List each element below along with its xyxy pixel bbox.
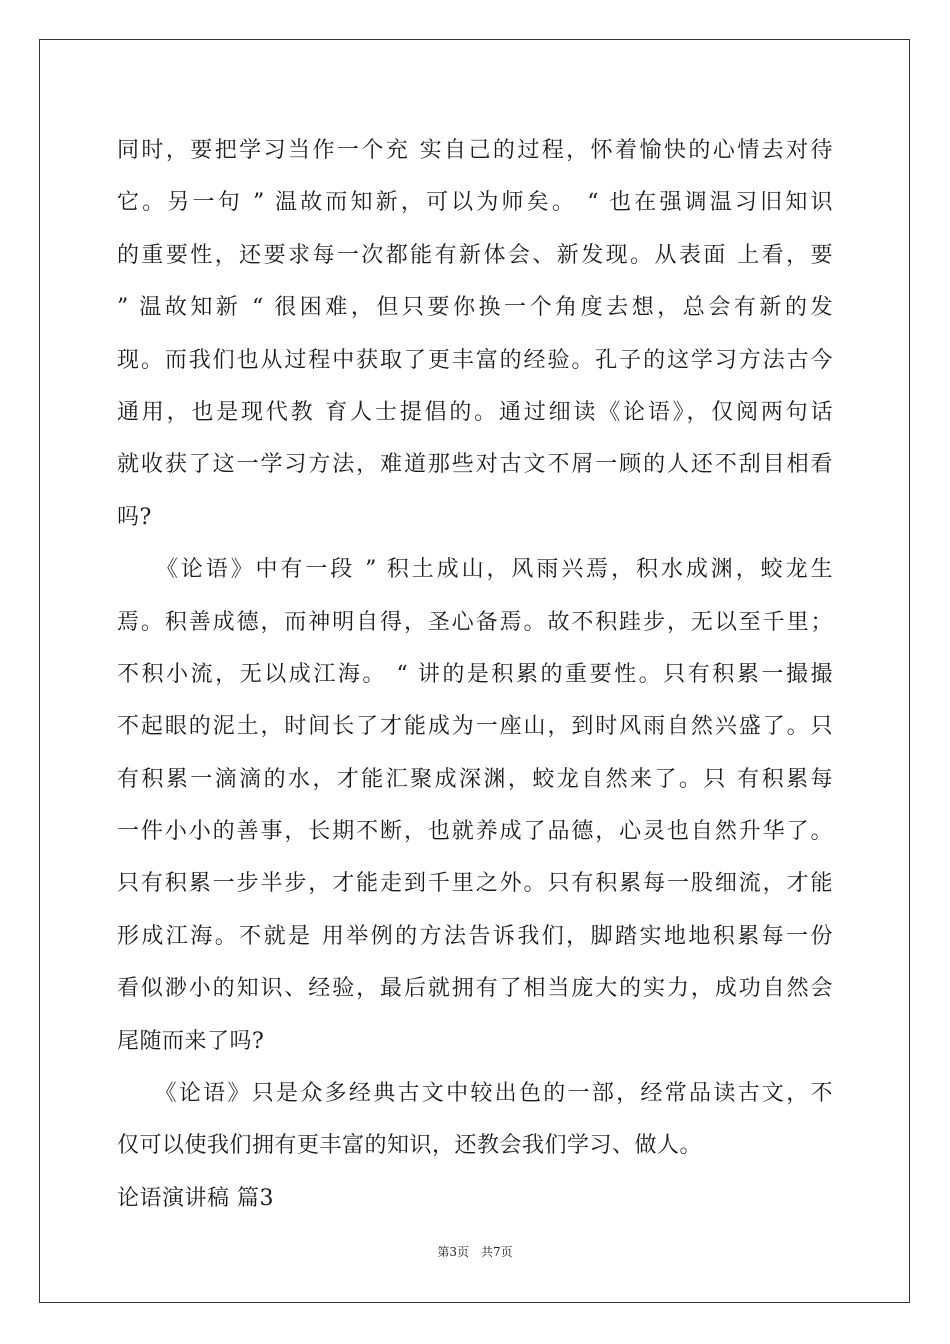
text-line: 看似渺小的知识、经验，最后就拥有了相当庞大的实力，成功自然会 <box>117 976 833 1002</box>
text-line: 焉。积善成德，而神明自得，圣心备焉。故不积跬步，无以至千里； <box>117 609 833 635</box>
text-line: 吗? <box>117 504 152 530</box>
document-body <box>117 125 833 1225</box>
text-line: 尾随而来了吗? <box>117 1028 265 1054</box>
text-line: 不起眼的泥土，时间长了才能成为一座山，到时风雨自然兴盛了。只 <box>117 714 833 740</box>
text-line: 就收获了这一学习方法，难道那些对古文不屑一顾的人还不刮目相看 <box>117 452 833 478</box>
text-line: ” 温故知新 “ 很困难，但只要你换一个角度去想，总会有新的发 <box>117 295 833 321</box>
text-line: 不积小流，无以成江海。 “ 讲的是积累的重要性。只有积累一撮撮 <box>117 661 833 687</box>
text-line: 通用，也是现代教 育人士提倡的。通过细读《论语》，仅阅两句话 <box>117 399 833 425</box>
text-line: 一件小小的善事，长期不断，也就养成了品德，心灵也自然升华了。 <box>117 819 833 845</box>
text-line: 仅可以使我们拥有更丰富的知识，还教会我们学习、做人。 <box>117 1133 703 1159</box>
text-line: 的重要性，还要求每一次都能有新体会、新发现。从表面 上看，要 <box>117 242 833 268</box>
text-line: 同时，要把学习当作一个充 实自己的过程，怀着愉快的心情去对待 <box>117 138 833 163</box>
page-number: 第3页 共7页 <box>437 1245 513 1259</box>
text-line: 只有积累一步半步，才能走到千里之外。只有积累每一股细流，才能 <box>117 871 833 897</box>
text-line: 现。而我们也从过程中获取了更丰富的经验。孔子的这学习方法古今 <box>117 347 833 373</box>
text-line: 有积累一滴滴的水，才能汇聚成深渊，蛟龙自然来了。只 有积累每 <box>117 766 833 792</box>
page-footer <box>0 1244 950 1260</box>
text-line: 形成江海。不就是 用举例的方法告诉我们，脚踏实地地积累每一份 <box>117 923 833 949</box>
text-line: 它。另一句 ” 温故而知新，可以为师矣。 “ 也在强调温习旧知识 <box>117 190 833 216</box>
text-line: 《论语》中有一段 ” 积土成山，风雨兴焉，积水成渊，蛟龙生 <box>117 557 833 583</box>
text-line: 论语演讲稿 篇3 <box>117 1185 274 1211</box>
text-line: 《论语》只是众多经典古文中较出色的一部，经常品读古文，不 <box>117 1081 833 1107</box>
